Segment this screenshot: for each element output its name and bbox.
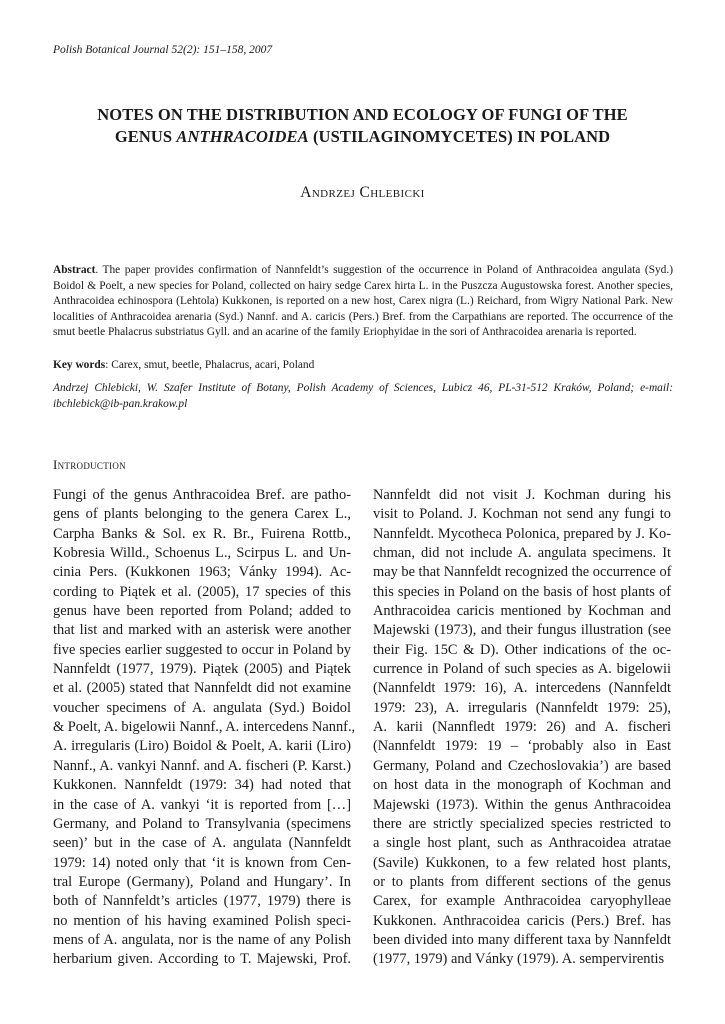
text-line: in the case of A. vankyi ‘it is reported from […]	[53, 796, 351, 813]
section-heading-introduction: Introduction	[53, 457, 126, 472]
text-line: Majewski (1973), and their fungus illustration (see	[373, 622, 671, 639]
text-line: a single host plant, such as Anthracoidea atratae	[373, 835, 671, 852]
article-title	[40, 104, 685, 148]
text-line: Nannfeldt did not visit J. Kochman during his	[373, 487, 671, 503]
text-line: been divided into many different taxa by Nannfeldt	[373, 931, 671, 948]
title-genus: ANTHRACOIDEA	[176, 127, 309, 146]
text-line: Nannfeldt (1977, 1979). Piątek (2005) and Piątek	[53, 661, 351, 678]
text-line: Kukkonen. Nannfeldt (1979: 34) had noted that	[53, 777, 351, 794]
text-line: Fungi of the genus Anthracoidea Bref. are patho-	[53, 487, 351, 503]
text-line: Germany, Poland and Czechoslovakia’) are based	[373, 757, 671, 774]
text-line: cinia Pers. (Kukkonen 1963; Vánky 1994). Ac-	[53, 564, 351, 581]
text-line: (1977, 1979) and Vánky (1979). A. sempervirentis	[373, 951, 665, 968]
keywords-label: Key words	[53, 359, 106, 371]
text-line: Nannfeldt. Mycotheca Polonica, prepared by J. Ko-	[373, 525, 671, 542]
text-line: genus have been reported from Poland; added to	[53, 603, 351, 620]
text-line: mens of A. angulata, nor is the name of any Polish	[53, 931, 351, 948]
journal-citation: Polish Botanical Journal 52(2): 151–158, 2007	[53, 44, 273, 56]
text-line: chman, did not include A. angulata specimens. It	[373, 545, 671, 562]
text-line: both of Nannfeldt’s articles (1977, 1979) there is	[53, 893, 351, 910]
text-line: Germany, and Poland to Transylvania (specimens	[53, 815, 351, 832]
text-line: & Poelt, A. bigelowii Nannf., A. intercedens Nannf.,	[53, 719, 356, 736]
text-line: voucher specimens of A. angulata (Syd.) Boidol	[53, 699, 351, 716]
text-line: seen)’ but in the case of A. angulata (Nannfeldt	[53, 835, 351, 852]
title-line-2	[40, 126, 685, 148]
text-line: this species in Poland on the basis of host plants of	[373, 583, 671, 600]
title-line-1: NOTES ON THE DISTRIBUTION AND ECOLOGY OF FUNGI OF THE	[97, 105, 628, 124]
text-line: Carex, for example Anthracoidea caryophylleae	[373, 893, 671, 910]
text-line: Kobresia Willd., Schoenus L., Scirpus L. and Un-	[53, 545, 351, 562]
text-line: no mention of his having examined Polish speci-	[53, 912, 351, 929]
text-line: five species earlier suggested to occur in Poland by	[53, 641, 351, 658]
text-line: Carpha Banks & Sol. ex R. Br., Fuirena Rottb.,	[53, 525, 351, 542]
text-line: currence in Poland of such species as A. bigelowii	[373, 661, 671, 678]
text-line: there are strictly specialized species restricted to	[373, 815, 671, 832]
title-line-2-pre: GENUS	[114, 127, 177, 146]
text-line: Nannf., A. vankyi Nannf. and A. fischeri (P. Karst.)	[53, 757, 351, 774]
text-line: Kukkonen. Anthracoidea caricis (Pers.) Bref. has	[373, 912, 671, 929]
abstract-label: Abstract	[53, 264, 96, 276]
title-line-2-post: (USTILAGINOMYCETES) IN POLAND	[308, 127, 611, 146]
text-line: may be that Nannfeldt recognized the occurrence of	[373, 564, 672, 581]
text-line: Majewski (1973). Within the genus Anthracoidea	[373, 796, 671, 813]
text-line: 1979: 14) noted only that ‘it is known from Cen-	[53, 854, 351, 871]
text-line: or to plants from different sections of the genus	[373, 873, 671, 890]
text-line: that list and marked with an asterisk were another	[53, 622, 351, 639]
text-line: on host data in the monograph of Kochman and	[373, 777, 671, 794]
text-line: A. karii (Nannfledt 1979: 26) and A. fischeri	[373, 719, 671, 736]
text-line: herbarium given. According to T. Majewski, Prof.	[53, 951, 351, 968]
text-line: 1979: 23), A. irregularis (Nannfeldt 1979: 25),	[373, 699, 671, 716]
text-line: A. irregularis (Liro) Boidol & Poelt, A. karii (Liro)	[53, 738, 351, 755]
text-line: et al. (2005) stated that Nannfeldt did not examine	[53, 680, 351, 697]
text-line: (Nannfeldt 1979: 16), A. intercedens (Nannfeldt	[373, 680, 671, 697]
text-line: (Savile) Kukkonen, to a few related host plants,	[373, 854, 671, 871]
keywords-text: : Carex, smut, beetle, Phalacrus, acari, Poland	[105, 359, 315, 371]
keywords	[53, 358, 673, 374]
author-name: Andrzej Chlebicki	[300, 184, 425, 201]
body-column-left	[53, 486, 356, 970]
text-line: (Nannfeldt 1979: 19 – ‘probably also in East	[373, 738, 671, 755]
text-line: cording to Piątek et al. (2005), 17 species of this	[53, 583, 351, 600]
text-line: their Fig. 15C & D). Other indications of the oc-	[373, 641, 671, 658]
body-column-right	[373, 486, 671, 970]
text-line: visit to Poland. J. Kochman not send any fungi to	[373, 506, 671, 523]
abstract-text: . The paper provides confirmation of Nannfeldt’s suggestion of the occurrence in Poland of Anthracoidea angulata (Syd.) Boidol & Poelt, a new species for Poland, collected on hairy sedge Carex hirta L. in the Puszcza Augustowska forest. Another species, Anthracoidea echinospora (Lehtola) Kukkonen, is reported on a new host, Carex nigra (L.) Reichard, from Wigry National Park. New localities of Anthracoidea arenaria (Syd.) Nannf. and A. caricis (Pers.) Bref. from the Carpathians are reported. The occurrence of the smut beetle Phalacrus substriatus Gyll. and an acarine of the family Eriophyidae in the sori of Anthracoidea arenaria is reported.	[53, 264, 673, 339]
text-line: gens of plants belonging to the genera Carex L.,	[53, 506, 351, 523]
text-line: Anthracoidea caricis mentioned by Kochman and	[373, 603, 671, 620]
text-line: tral Europe (Germany), Poland and Hungary’. In	[53, 873, 351, 890]
abstract	[53, 263, 673, 341]
author-affiliation: Andrzej Chlebicki, W. Szafer Institute of Botany, Polish Academy of Sciences, Lubicz 46, PL-31-512 Kraków, Poland; e-mail: ibchlebick@ib-pan.krakow.pl	[53, 382, 673, 410]
